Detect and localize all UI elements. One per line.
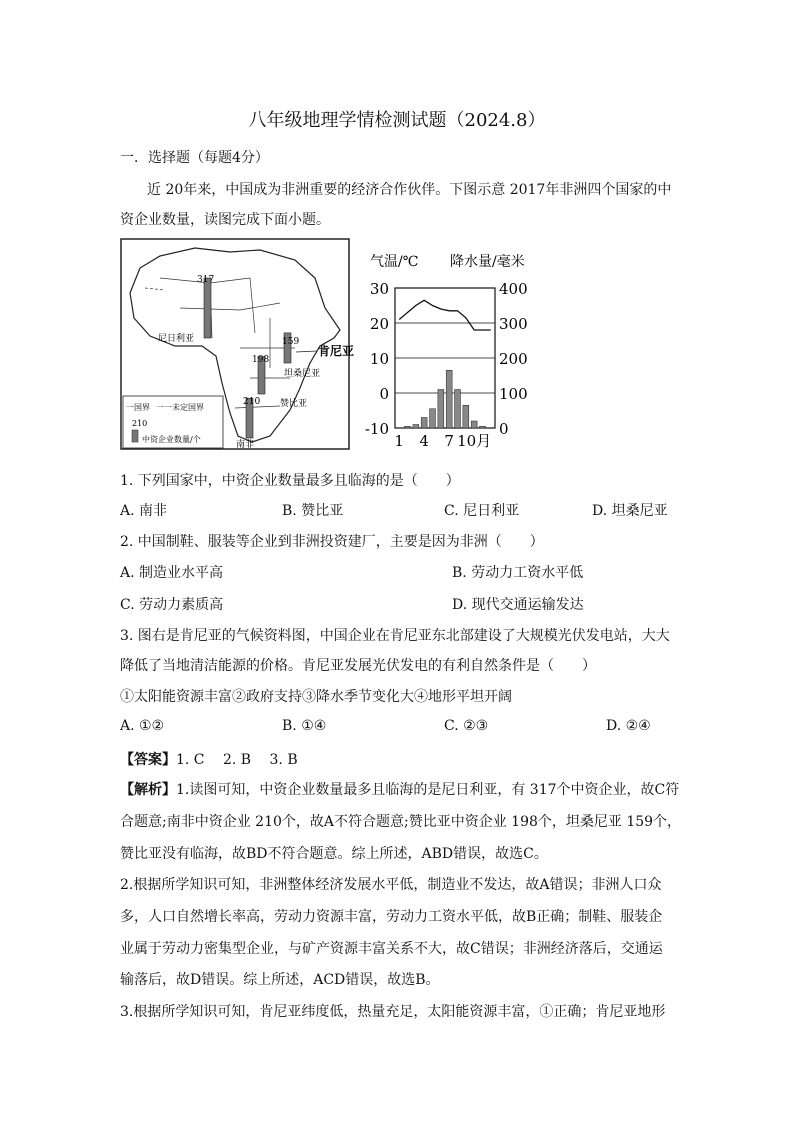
left-tick-label: 30 <box>369 280 389 298</box>
right-tick-label: 0 <box>499 420 509 438</box>
x-tick-label: 1 <box>394 432 404 450</box>
x-tick-label: 7 <box>444 432 454 450</box>
precip-bar <box>405 426 411 428</box>
q1-stem: 1. 下列国家中，中资企业数量最多且临海的是（ ） <box>120 473 460 489</box>
label-zambia: 赞比亚 <box>280 399 308 409</box>
legend-bar <box>132 430 138 442</box>
q2-option-c[interactable]: C. 劳动力素质高 <box>120 597 224 613</box>
label-southafrica: 南非 <box>236 440 255 450</box>
figure-map-climate <box>120 238 540 453</box>
precip-bar <box>438 390 444 429</box>
analysis-line-7: 输落后，故D错误。综上所述，ACD错误，故选B。 <box>120 972 440 988</box>
page-title: 八年级地理学情检测试题（2024.8） <box>248 110 546 131</box>
answer-line <box>120 749 298 769</box>
right-tick-label: 200 <box>499 350 528 368</box>
q2-option-a[interactable]: A. 制造业水平高 <box>120 565 224 581</box>
right-tick-label: 100 <box>499 385 528 403</box>
q1-option-c[interactable]: C. 尼日利亚 <box>444 503 520 519</box>
q2-option-d[interactable]: D. 现代交通运输发达 <box>452 597 584 613</box>
precip-bar <box>471 421 477 428</box>
precip-bar <box>480 426 486 428</box>
legend-bar-label: 中资企业数量/个 <box>142 435 201 444</box>
q3-option-b[interactable]: B. ①④ <box>282 718 327 734</box>
q2-stem: 2. 中国制鞋、服装等企业到非洲投资建厂，主要是因为非洲（ ） <box>120 534 544 550</box>
answer-label: 【答案】 <box>120 752 176 768</box>
precip-bar <box>446 370 452 428</box>
legend-sample-value: 210 <box>132 419 148 428</box>
analysis-label: 【解析】 <box>120 782 176 798</box>
analysis-line-2: 合题意;南非中资企业 210个，故A不符合题意;赞比亚中资企业 198个，坦桑尼亚 159个， <box>120 814 682 830</box>
label-210: 210 <box>243 397 261 407</box>
q1-option-a[interactable]: A. 南非 <box>120 503 168 519</box>
right-tick-label: 300 <box>499 315 528 333</box>
analysis-line-4: 2.根据所学知识可知，非洲整体经济发展水平低，制造业不发达，故A错误；非洲人口众 <box>120 877 662 893</box>
q3-stem-line-2: 降低了当地清洁能源的价格。肯尼亚发展光伏发电的有利自然条件是（ ） <box>120 658 596 674</box>
analysis-line-3: 赞比亚没有临海，故BD不符合题意。综上所述，ABD错误，故选C。 <box>120 846 548 862</box>
label-nigeria: 尼日利亚 <box>158 334 195 344</box>
q1-option-b[interactable]: B. 赞比亚 <box>282 503 344 519</box>
answer-text: 1. C 2. B 3. B <box>176 752 298 768</box>
q3-choices: ①太阳能资源丰富②政府支持③降水季节变化大④地形平坦开阔 <box>120 689 512 705</box>
precip-bar <box>430 409 436 428</box>
analysis-line-5: 多，人口自然增长率高，劳动力资源丰富，劳动力工资水平低，故B正确；制鞋、服装企 <box>120 909 663 925</box>
right-axis-label: 降水量/毫米 <box>450 254 525 270</box>
q3-option-d[interactable]: D. ②④ <box>606 718 651 734</box>
intro-line-1: 近 20年来，中国成为非洲重要的经济合作伙伴。下图示意 2017年非洲四个国家的中 <box>147 182 672 198</box>
label-198: 198 <box>252 355 270 365</box>
left-tick-label: 0 <box>379 385 389 403</box>
temperature-line <box>399 300 491 330</box>
q3-stem-line-1: 3. 图右是肯尼亚的气候资料图，中国企业在肯尼亚东北部建设了大规模光伏发电站，大大 <box>120 628 670 644</box>
climate-grid <box>395 288 495 428</box>
x-tick-label: 10月 <box>457 432 492 450</box>
left-tick-label: 10 <box>369 350 389 368</box>
q3-option-a[interactable]: A. ①② <box>120 718 165 734</box>
left-tick-label: 20 <box>369 315 389 333</box>
label-tanzania: 坦桑尼亚 <box>284 369 321 379</box>
left-axis-label: 气温/℃ <box>370 254 419 270</box>
precip-bar <box>455 390 461 429</box>
q1-option-d[interactable]: D. 坦桑尼亚 <box>592 503 668 519</box>
legend-borders: 一国界 一一未定国界 <box>126 403 204 412</box>
precip-bar <box>421 418 427 429</box>
q3-option-c[interactable]: C. ②③ <box>444 718 489 734</box>
precip-bar <box>463 405 469 428</box>
analysis-line-1: 【解析】1.读图可知，中资企业数量最多且临海的是尼日利亚，有 317个中资企业，故C符 <box>120 782 680 798</box>
section-heading: 一．选择题（每题4分） <box>120 150 269 166</box>
analysis-line-6: 业属于劳动力密集型企业，与矿产资源丰富关系不大，故C错误；非洲经济落后，交通运 <box>120 941 663 957</box>
map-bar-nigeria <box>204 278 211 338</box>
label-kenya: 肯尼亚 <box>318 344 355 358</box>
intro-line-2: 资企业数量，读图完成下面小题。 <box>120 212 330 228</box>
precip-bar <box>413 425 419 429</box>
right-tick-label: 400 <box>499 280 528 298</box>
x-tick-label: 4 <box>419 432 429 450</box>
q2-option-b[interactable]: B. 劳动力工资水平低 <box>452 565 584 581</box>
label-317: 317 <box>197 275 215 285</box>
analysis-line-8: 3.根据所学知识可知，肯尼亚纬度低，热量充足，太阳能资源丰富，①正确；肯尼亚地形 <box>120 1004 666 1020</box>
left-tick-label: -10 <box>364 420 389 438</box>
label-159: 159 <box>282 337 300 347</box>
